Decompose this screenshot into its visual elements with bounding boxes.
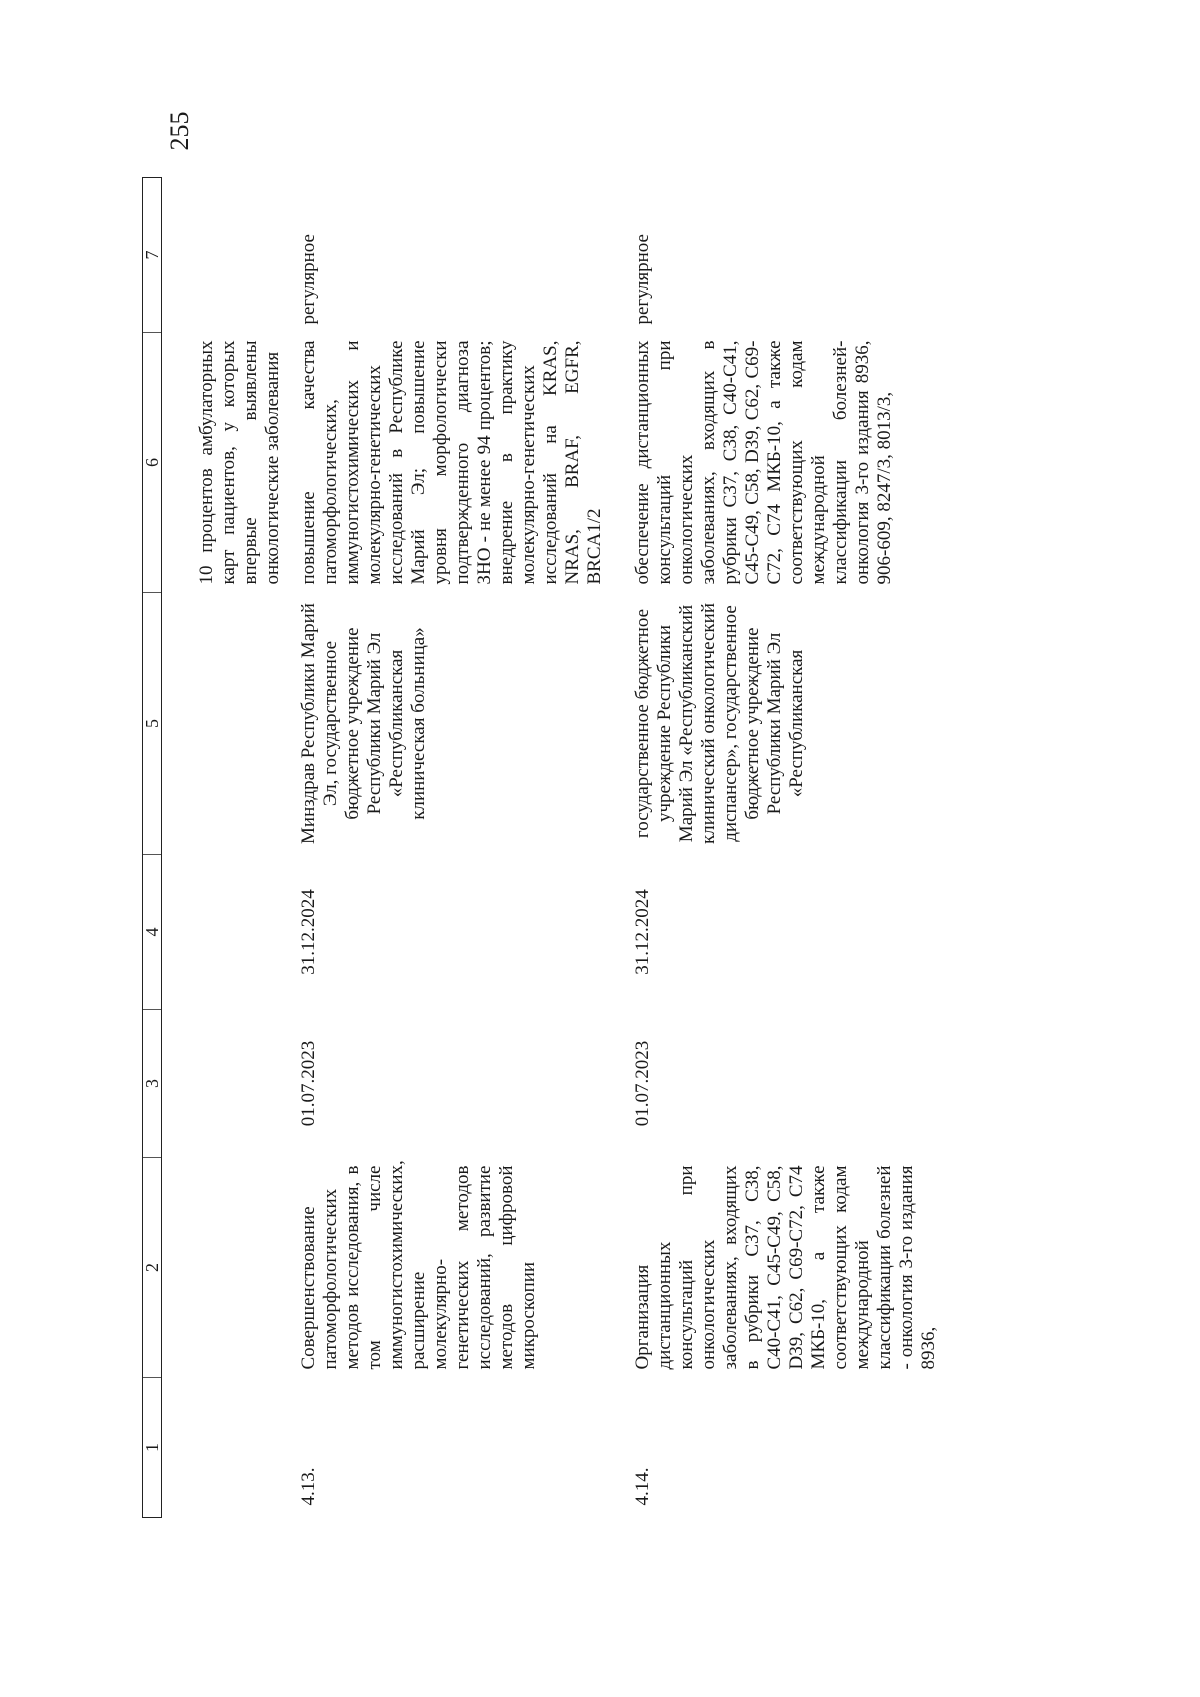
type-cell: регулярное: [298, 234, 319, 325]
continuation-row: [162, 178, 285, 1518]
header-col-5: 5: [143, 593, 162, 855]
measures-table: [142, 177, 940, 1518]
measure-name-cell: Организация дистанционных консультаций при онкологических заболеваниях, входящих в рубрики C37, C38, C40-C41, C45-C49, C58, D39, C62, C69-C72, C74 МКБ-10, а также соответствующих кодам международной классификации болезней - онкология 3-го издания 8936,: [632, 1165, 939, 1370]
measure-name-cell: Совершенствование патоморфологических методов исследования, в том числе иммуногистохимических, расширение молекулярно-генетических методов исследований, развитие методов цифровой микроскопии: [298, 1160, 539, 1370]
header-col-7: 7: [143, 178, 162, 333]
start-date-cell: 01.07.2023: [632, 1040, 653, 1127]
header-col-2: 2: [143, 1158, 162, 1378]
executor-cell: государственное бюджетное учреждение Республики Марий Эл «Республиканский клинический онкологический диспансер», государственное бюджетное учреждение Республики Марий Эл «Республиканская: [632, 602, 807, 845]
header-col-3: 3: [143, 1010, 162, 1158]
table-header-row: [143, 178, 162, 1518]
row-number: 4.14.: [632, 1467, 653, 1506]
executor-cell: Минздрав Республики Марий Эл, государственное бюджетное учреждение Республики Марий Эл «Республиканская клиническая больница»: [298, 603, 429, 844]
type-cell: регулярное: [632, 234, 653, 325]
result-cell: обеспечение дистанционных консультаций при онкологических заболеваниях, входящих в рубрики C37, C38, C40-C41, C45-C49, C58, D39, C62, C69-C72, C74 МКБ-10, а также соответствующих кодам международной классификации болезней-онкология 3-го издания 8936, 906-609, 8247/3, 8013/3,: [632, 340, 895, 585]
header-col-1: 1: [143, 1378, 162, 1518]
row-number: 4.13.: [298, 1467, 319, 1506]
header-col-6: 6: [143, 333, 162, 593]
result-cell: повышение качества патоморфологических, иммуногистохимических и молекулярно-генетических исследований в Республике Марий Эл; повышение уровня морфологически подтвержденного диагноза ЗНО - не менее 94 процентов; внедрение в практику молекулярно-генетических исследований на KRAS, NRAS, BRAF, EGFR, BRCA1/2: [298, 340, 605, 585]
measures-table-frame: [142, 178, 1142, 1518]
end-date-cell: 31.12.2024: [298, 889, 319, 975]
end-date-cell: 31.12.2024: [632, 889, 653, 975]
header-col-4: 4: [143, 855, 162, 1010]
page-number: 255: [165, 111, 194, 151]
start-date-cell: 01.07.2023: [298, 1040, 319, 1127]
table-row-4-14: [606, 178, 940, 1518]
continuation-result-cell: 10 процентов амбулаторных карт пациентов, у которых впервые выявлены онкологические заболевания: [196, 340, 283, 585]
table-row-4-13: [284, 178, 606, 1518]
